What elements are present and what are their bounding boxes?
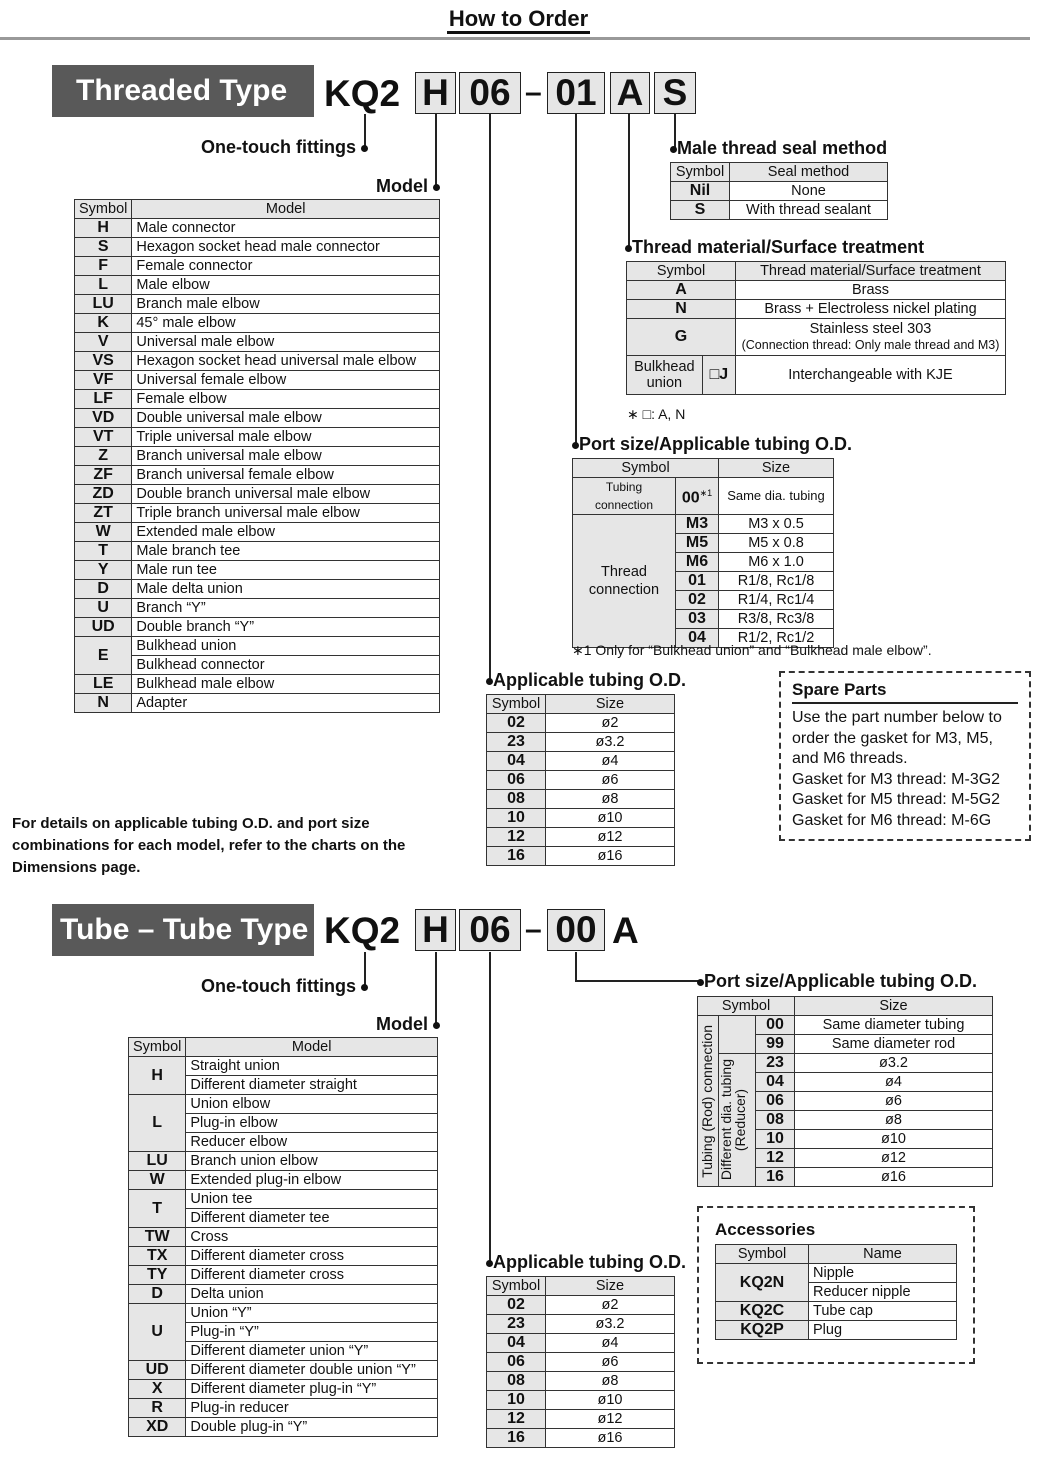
tubing-symbol: 06 [487, 1353, 546, 1372]
model-symbol: L [129, 1095, 186, 1152]
table-row [75, 238, 440, 257]
tube-model-label: Model [376, 1014, 440, 1035]
table-row [487, 1334, 675, 1353]
model-symbol: LU [129, 1152, 186, 1171]
seal-table: Symbol Seal method Nil None S With thread sealant [670, 162, 888, 220]
table-row [75, 542, 440, 561]
table-row [75, 409, 440, 428]
model-name: Plug-in reducer [186, 1399, 438, 1418]
model-name: Universal female elbow [132, 371, 440, 390]
tube-code-prefix: KQ2 [324, 910, 401, 951]
tubing-size: ø6 [546, 1353, 675, 1372]
table-row [75, 390, 440, 409]
model-symbol: VF [75, 371, 132, 390]
model-symbol: L [75, 276, 132, 295]
table-row [129, 1247, 438, 1266]
model-name: Triple universal male elbow [132, 428, 440, 447]
table-row [129, 1228, 438, 1247]
table-row [487, 1315, 675, 1334]
table-row [75, 333, 440, 352]
tubing-size: ø6 [546, 771, 675, 790]
table-row [75, 428, 440, 447]
tubing-size: ø2 [546, 714, 675, 733]
table-row [129, 1057, 438, 1076]
model-name: Male run tee [132, 561, 440, 580]
model-symbol: T [129, 1190, 186, 1228]
tube-port-label: Port size/Applicable tubing O.D. [697, 971, 977, 992]
tube-code-sep: – [525, 913, 542, 946]
threaded-port-table: Symbol Size Tubing connection $00^{∗1}$ Same dia. tubing Thread connection M3 M3 x 0.5 M5 M5 x 0.8 M6 M6 x 1.0 01 R1/8, Rc1/8 02 R1/4, Rc1/4 03 R3/8, Rc3/8 04 R1/2, Rc1/2 [572, 458, 834, 648]
model-symbol: F [75, 257, 132, 276]
threaded-onetouch-label: One-touch fittings [201, 137, 368, 158]
tubing-size: ø12 [546, 1410, 675, 1429]
table-row [487, 1391, 675, 1410]
table-row [487, 1353, 675, 1372]
table-row [75, 599, 440, 618]
model-symbol: N [75, 694, 132, 713]
model-name: Double branch “Y” [132, 618, 440, 637]
model-symbol: U [75, 599, 132, 618]
table-row [75, 295, 440, 314]
line-port [575, 114, 577, 444]
table-row [129, 1285, 438, 1304]
tube-code-model: H [415, 909, 456, 951]
model-symbol: TW [129, 1228, 186, 1247]
page-title: How to Order [0, 6, 1037, 32]
model-symbol: LU [75, 295, 132, 314]
model-name: 45° male elbow [132, 314, 440, 333]
table-row [129, 1152, 438, 1171]
model-name: Adapter [132, 694, 440, 713]
model-symbol: Y [75, 561, 132, 580]
threaded-code-seal: S [654, 72, 696, 114]
tubing-symbol: 12 [487, 1410, 546, 1429]
model-symbol: UD [75, 618, 132, 637]
model-name: Universal male elbow [132, 333, 440, 352]
tube-line-port-h [575, 980, 701, 982]
tubing-symbol: 02 [487, 1296, 546, 1315]
model-symbol: D [129, 1285, 186, 1304]
model-name: Different diameter double union “Y” [186, 1361, 438, 1380]
details-note: For details on applicable tubing O.D. and port size combinations for each model, refer to the charts on the Dimensions page. [12, 815, 406, 876]
tubing-symbol: 04 [487, 1334, 546, 1353]
threaded-model-table: Symbol Model H Male connector S Hexagon socket head male connector F Female connector L Male elbow LU Branch male elbow K 45° male elbow V Universal male elbow VS Hexagon socket head universal male elbow VF Universal female elbow LF Female elbow VD Double universal male elbow VT Triple universal male elbow Z Branch universal male elbow ZF Branch universal female elbow ZD Double branch universal male elbow ZT Triple branch universal male elbow W Extended male elbow T Male branch tee Y Male run tee D Male delta union U Branch “Y” UD Double branch “Y” E Bulkhead union Bulkhead connector LE Bulkhead male elbow N Adapter [74, 199, 440, 713]
table-row [75, 257, 440, 276]
tubing-symbol: 23 [487, 733, 546, 752]
model-symbol: LE [75, 675, 132, 694]
table-row [129, 1266, 438, 1285]
material-table: Symbol Thread material/Surface treatment A Brass N Brass + Electroless nickel plating G Stainless steel 303 (Connection thread: Only male thread and M3) Bulkhead union □J Interchangeable with KJE [626, 261, 1006, 395]
accessories-title: Accessories [715, 1220, 816, 1239]
model-name: Double branch universal male elbow [132, 485, 440, 504]
table-row [487, 752, 675, 771]
threaded-tubing-table: Symbol Size 02 ø2 23 ø3.2 04 ø4 06 ø6 08 ø8 10 ø10 12 ø12 16 ø16 [486, 694, 675, 866]
table-row [75, 219, 440, 238]
model-name: Hexagon socket head universal male elbow [132, 352, 440, 371]
model-name: Extended male elbow [132, 523, 440, 542]
model-symbol: H [75, 219, 132, 238]
model-name: Different diameter straight [186, 1076, 438, 1095]
table-row [487, 1372, 675, 1391]
table-row [75, 618, 440, 637]
accessories-box [697, 1206, 975, 1364]
table-row [129, 1095, 438, 1114]
model-symbol: K [75, 314, 132, 333]
threaded-code-prefix: KQ2 [324, 73, 401, 114]
model-name: Different diameter union “Y” [186, 1342, 438, 1361]
tubing-symbol: 16 [487, 847, 546, 866]
title-rule [0, 37, 1030, 40]
model-symbol: ZF [75, 466, 132, 485]
model-symbol: W [129, 1171, 186, 1190]
tube-code-tube: 06 [459, 909, 521, 951]
port-note: ∗1 Only for “Bulkhead union” and “Bulkhead male elbow”. [572, 642, 932, 658]
threaded-code-port: 01 [547, 72, 605, 114]
table-row [129, 1361, 438, 1380]
model-symbol: VT [75, 428, 132, 447]
model-name: Branch universal female elbow [132, 466, 440, 485]
model-name: Male branch tee [132, 542, 440, 561]
threaded-tubing-label: Applicable tubing O.D. [486, 670, 686, 691]
tube-code-port: 00 [547, 909, 605, 951]
table-row [129, 1304, 438, 1323]
model-name: Union elbow [186, 1095, 438, 1114]
table-row [487, 771, 675, 790]
table-row [487, 828, 675, 847]
tubing-size: ø3.2 [546, 1315, 675, 1334]
table-row [75, 580, 440, 599]
tubing-size: ø3.2 [546, 733, 675, 752]
tube-line-port [575, 952, 577, 982]
tubing-symbol: 08 [487, 790, 546, 809]
model-name: Female connector [132, 257, 440, 276]
tubing-symbol: 10 [487, 1391, 546, 1410]
model-name: Branch universal male elbow [132, 447, 440, 466]
tubing-size: ø8 [546, 1372, 675, 1391]
line-material [628, 114, 630, 247]
tubing-size: ø16 [546, 847, 675, 866]
model-name: Bulkhead male elbow [132, 675, 440, 694]
tube-tubing-label: Applicable tubing O.D. [486, 1252, 686, 1273]
model-symbol: VS [75, 352, 132, 371]
threaded-code-tube: 06 [459, 72, 521, 114]
tubing-size: ø2 [546, 1296, 675, 1315]
model-symbol: ZD [75, 485, 132, 504]
spare-parts-box [779, 671, 1031, 841]
threaded-type-label: Threaded Type [52, 65, 314, 117]
threaded-code-model: H [415, 72, 456, 114]
accessories-table: Symbol Name KQ2N Nipple Reducer nipple KQ2C Tube cap KQ2P Plug [715, 1244, 957, 1340]
model-symbol: V [75, 333, 132, 352]
tubing-size: ø4 [546, 1334, 675, 1353]
tube-code-material: A [612, 910, 639, 951]
model-symbol: E [75, 637, 132, 675]
table-row [487, 714, 675, 733]
table-row [487, 790, 675, 809]
seal-label: Male thread seal method [670, 138, 887, 159]
table-row [75, 675, 440, 694]
table-row [129, 1190, 438, 1209]
tube-type-label: Tube – Tube Type [52, 904, 314, 956]
model-name: Hexagon socket head male connector [132, 238, 440, 257]
table-row [487, 1410, 675, 1429]
table-row [487, 847, 675, 866]
model-symbol: ZT [75, 504, 132, 523]
model-symbol: H [129, 1057, 186, 1095]
spare-parts-title: Spare Parts [792, 680, 887, 699]
threaded-code-sep: – [525, 76, 542, 109]
model-symbol: R [129, 1399, 186, 1418]
table-row [75, 485, 440, 504]
tubing-size: ø8 [546, 790, 675, 809]
model-name: Male elbow [132, 276, 440, 295]
threaded-code-material: A [610, 72, 650, 114]
model-name: Cross [186, 1228, 438, 1247]
model-symbol: TY [129, 1266, 186, 1285]
model-name: Reducer elbow [186, 1133, 438, 1152]
tubing-symbol: 23 [487, 1315, 546, 1334]
table-row [487, 1296, 675, 1315]
table-row [487, 733, 675, 752]
model-symbol: T [75, 542, 132, 561]
tubing-size: ø4 [546, 752, 675, 771]
table-row [75, 447, 440, 466]
tube-tubing-table: Symbol Size 02 ø2 23 ø3.2 04 ø4 06 ø6 08 ø8 10 ø10 12 ø12 16 ø16 [486, 1276, 675, 1448]
model-name: Different diameter cross [186, 1266, 438, 1285]
tubing-size: ø12 [546, 828, 675, 847]
model-name: Male connector [132, 219, 440, 238]
model-name: Different diameter cross [186, 1247, 438, 1266]
table-row [129, 1418, 438, 1437]
model-name: Different diameter plug-in “Y” [186, 1380, 438, 1399]
model-name: Branch male elbow [132, 295, 440, 314]
model-symbol: D [75, 580, 132, 599]
table-row [487, 809, 675, 828]
threaded-port-label: Port size/Applicable tubing O.D. [572, 434, 852, 455]
tubing-symbol: 04 [487, 752, 546, 771]
model-name: Branch “Y” [132, 599, 440, 618]
material-note: ∗ □: A, N [627, 406, 686, 422]
tubing-symbol: 02 [487, 714, 546, 733]
table-row [129, 1171, 438, 1190]
model-name: Delta union [186, 1285, 438, 1304]
model-symbol: UD [129, 1361, 186, 1380]
tube-onetouch-label: One-touch fittings [201, 976, 368, 997]
table-row [75, 637, 440, 656]
line-tubing [489, 114, 491, 680]
model-name: Extended plug-in elbow [186, 1171, 438, 1190]
tube-line-tubing [489, 952, 491, 1262]
model-name: Plug-in elbow [186, 1114, 438, 1133]
tube-port-table: Symbol Size Tubing (Rod) connection 00 Same diameter tubing 99 Same diameter rod Different dia. tubing (Reducer) 23 ø3.2 04 ø4 06 ø6 08 ø8 10 ø10 12 ø12 16 ø16 [697, 996, 993, 1187]
table-row [487, 1429, 675, 1448]
tubing-size: ø16 [546, 1429, 675, 1448]
spare-parts-text: Use the part number below to order the gasket for M3, M5, and M6 threads. Gasket for M3 thread: M-3G2 Gasket for M5 thread: M-5G2 Gasket for M6 thread: M-6G [792, 709, 1002, 829]
spare-parts-rule [792, 702, 1018, 704]
model-symbol: TX [129, 1247, 186, 1266]
tubing-size: ø10 [546, 1391, 675, 1410]
tubing-symbol: 08 [487, 1372, 546, 1391]
table-row [75, 694, 440, 713]
model-name: Double universal male elbow [132, 409, 440, 428]
model-symbol: X [129, 1380, 186, 1399]
threaded-model-label: Model [376, 176, 440, 197]
table-row [75, 561, 440, 580]
tube-model-table: Symbol Model H Straight union Different diameter straight L Union elbow Plug-in elbow Reducer elbow LU Branch union elbow W Extended plug-in elbow T Union tee Different diameter tee TW Cross TX Different diameter cross TY Different diameter cross D Delta union U Union “Y” Plug-in “Y” Different diameter union “Y” UD Different diameter double union “Y” X Different diameter plug-in “Y” R Plug-in reducer XD Double plug-in “Y” [128, 1037, 438, 1437]
tubing-symbol: 10 [487, 809, 546, 828]
model-symbol: S [75, 238, 132, 257]
table-row [75, 276, 440, 295]
model-name: Plug-in “Y” [186, 1323, 438, 1342]
model-name: Triple branch universal male elbow [132, 504, 440, 523]
model-name: Branch union elbow [186, 1152, 438, 1171]
table-row [75, 504, 440, 523]
model-name: Union tee [186, 1190, 438, 1209]
model-symbol: XD [129, 1418, 186, 1437]
model-name: Bulkhead connector [132, 656, 440, 675]
model-symbol: U [129, 1304, 186, 1361]
model-name: Different diameter tee [186, 1209, 438, 1228]
model-name: Female elbow [132, 390, 440, 409]
tubing-symbol: 06 [487, 771, 546, 790]
model-name: Double plug-in “Y” [186, 1418, 438, 1437]
model-name: Male delta union [132, 580, 440, 599]
table-row [75, 466, 440, 485]
tubing-symbol: 12 [487, 828, 546, 847]
table-row [129, 1399, 438, 1418]
table-row [75, 523, 440, 542]
material-label: Thread material/Surface treatment [625, 237, 924, 258]
model-symbol: W [75, 523, 132, 542]
model-symbol: VD [75, 409, 132, 428]
tubing-size: ø10 [546, 809, 675, 828]
table-row [75, 371, 440, 390]
tubing-symbol: 16 [487, 1429, 546, 1448]
table-row [129, 1380, 438, 1399]
table-row [75, 352, 440, 371]
model-symbol: LF [75, 390, 132, 409]
table-row [75, 314, 440, 333]
model-name: Union “Y” [186, 1304, 438, 1323]
model-symbol: Z [75, 447, 132, 466]
model-name: Straight union [186, 1057, 438, 1076]
model-name: Bulkhead union [132, 637, 440, 656]
